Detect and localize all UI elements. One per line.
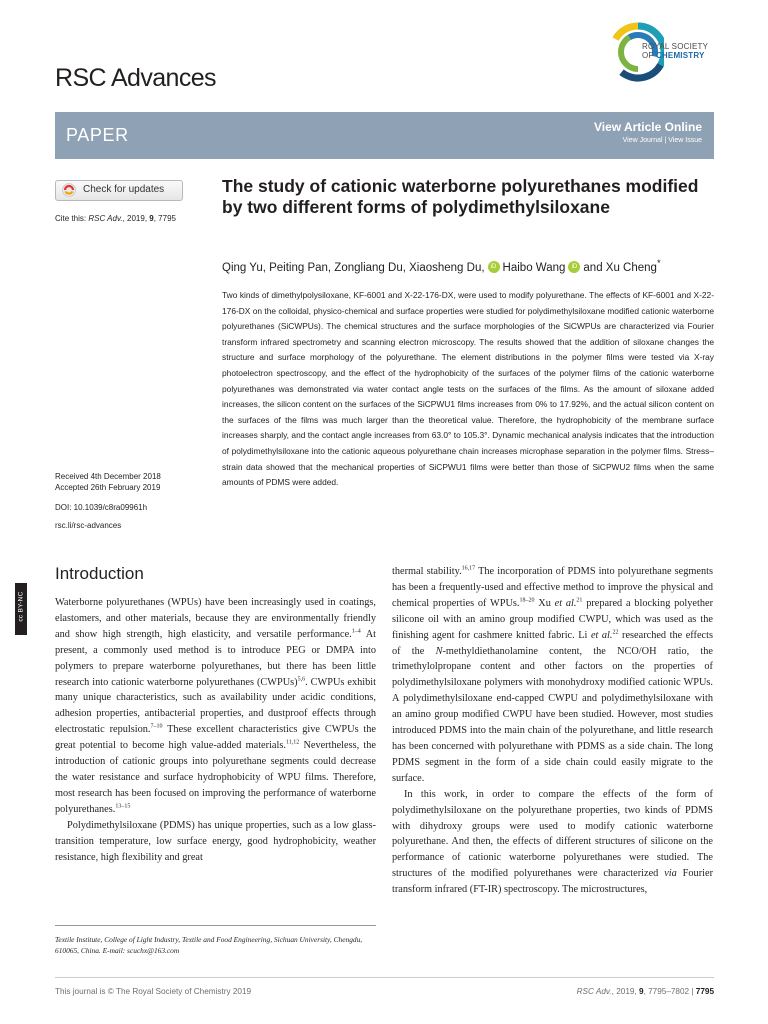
orcid-icon[interactable]: iD: [568, 261, 580, 273]
cite-page: , 7795: [153, 214, 176, 223]
view-article-online-link[interactable]: View Article Online: [593, 120, 702, 134]
accepted-date: Accepted 26th February 2019: [55, 482, 161, 492]
body-column-left: [55, 595, 376, 865]
footer-citation: [577, 987, 714, 996]
rsc-logo: [604, 18, 716, 86]
paragraph: Polydimethylsiloxane (PDMS) has unique properties, such as a low glass-transition temperature, low surface energy, good hydrophobicity, weather resistance, high flexibility and great: [55, 819, 376, 863]
cite-prefix: Cite this:: [55, 214, 89, 223]
authors-part-3: and Xu Cheng: [583, 261, 657, 274]
affiliation-footnote: Textile Institute, College of Light Industry, Textile and Food Engineering, Sichuan University, Chengdu, 610065, China. E-mail: scuchx@163.com: [55, 935, 363, 955]
footer-pages: , 7795–7802: [643, 987, 690, 996]
doi[interactable]: DOI: 10.1039/c8ra09961h: [55, 503, 148, 512]
footnote-divider: [55, 925, 376, 926]
logo-line-2: OF: [642, 51, 654, 60]
journal-link[interactable]: rsc.li/rsc-advances: [55, 520, 122, 530]
check-for-updates-button[interactable]: [55, 180, 183, 201]
cite-this: [55, 214, 176, 223]
cc-by-nc-badge[interactable]: [15, 583, 27, 635]
view-journal-link[interactable]: View Journal: [622, 137, 663, 144]
body-column-right: [392, 564, 713, 898]
logo-line-1: ROYAL SOCIETY: [642, 42, 709, 51]
authors: [222, 258, 661, 275]
citation-ref[interactable]: 13–15: [115, 803, 131, 810]
citation-ref[interactable]: 11,12: [285, 739, 300, 746]
paragraph: thermal stability.$^{16,17}$ The incorporation of PDMS into polyurethane segments has been a frequently-used and effective method to improve the physical and chemical properties of WPUs.$^{18-20}$ Xu et al.$^{21}$ prepared a blocking polyether silicone oil with an amino group modified CWPU, which was used as the finishing agent for cashmere knitted fabric. Li et al.$^{22}$ researched the effects of the N-methyldiethanolamine content, the NCO/OH ratio, the trimethylolpropane content and other factors on the properties of polydimethylsiloxane polymers with monohydroxy modified cationic WPUs. A polydimethylsiloxane end-capped CWPU and polydimethylsiloxane with an amino group modified CWPU have been studied. However, most studies introduced PDMS into the main chain of the polyurethane, and little research has been concerned with polyurethane with PDMS as a side chain. The long PDMS segment in the form of a side chain could easily migrate to the surface.: [392, 565, 713, 784]
footer-divider: [55, 977, 714, 978]
citation-ref[interactable]: 22: [612, 629, 619, 636]
cite-volume: 9: [149, 214, 154, 223]
footer-separator: |: [689, 987, 696, 996]
citation-ref[interactable]: 18–20: [519, 597, 535, 604]
section-heading-introduction: Introduction: [55, 564, 144, 583]
cite-journal: RSC Adv.: [88, 214, 123, 223]
article-title: The study of cationic waterborne polyurethanes modified by two different forms of polydimethylsiloxane: [222, 176, 699, 217]
citation-ref[interactable]: 1–4: [351, 628, 361, 635]
corresponding-mark: *: [656, 258, 661, 269]
paragraph: In this work, in order to compare the effects of the form of polydimethylsiloxane on the polyurethane properties, two kinds of PDMS with dihydroxy groups were used to modify cationic waterborne polyurethane. And then, the effects of different structures of silicone on the performance of cationic waterborne polyurethanes were studied. The structures of the modified polyurethanes were characterized via Fourier transform infrared (FT-IR) spectroscopy. The microstructures,: [392, 788, 713, 896]
orcid-icon[interactable]: iD: [488, 261, 500, 273]
authors-part-2: Haibo Wang: [502, 261, 566, 274]
citation-ref[interactable]: 21: [576, 597, 583, 604]
cc-license-label: cc BY-NC: [17, 591, 25, 622]
check-updates-label: Check for updates: [83, 184, 165, 195]
journal-title: RSC Advances: [55, 64, 216, 92]
article-history: [55, 472, 161, 531]
citation-ref[interactable]: 16,17: [461, 565, 476, 572]
citation-ref[interactable]: 7–10: [150, 723, 163, 730]
citation-ref[interactable]: 5,6: [297, 676, 306, 683]
paragraph: Waterborne polyurethanes (WPUs) have been increasingly used in coatings, elastomers, and other materials, because they are environmentally friendly and show high strength, high elasticity, and versatile performance.$^{1-4}$ At present, a commonly used method is to introduce PEG or DMPA into polymers to prepare waterborne polyurethanes, but there has been little research into cationic waterborne polyurethanes (CWPUs)$^{5,6}$. CWPUs exhibit many unique characteristics, such as availability under acidic conditions, adhesion properties, antibacterial properties, and dustproof effects through electrostatic repulsion.$^{7-10}$ These excellent characteristics give CWPUs the great potential to become high value-added materials.$^{11,12}$ Nevertheless, the introduction of cationic groups into polyurethane segments could decrease the water resistance and surface hydrophobicity of WPU films. Therefore, most research has been focused on improving the performance of waterborne polyurethanes.$^{13-15}$: [55, 597, 377, 815]
abstract: Two kinds of dimethylpolysiloxane, KF-6001 and X-22-176-DX, were used to modify polyurethane. The effects of KF-6001 and X-22-176-DX on the colloidal, physico-chemical and surface properties were studied for polydimethylsiloxane modified cationic waterborne polyurethanes (SiCWPUs). The chemical structures and the surface morphologies of the SiCWPUs are characterized via Fourier transform infrared spectrometry and scanning electron microscopy. The results showed that the addition of siloxane changes the structure and surface morphology of the polyurethane. The element distributions in the polymer films were tested via X-ray photoelectron spectroscopy, and the effect of the hydrophobicity of the surfaces of the polymer films of the cationic waterborne polyurethanes was demonstrated via water contact angle tests on the surfaces of the films. As the amount of siloxane added increases, the silicon content on the surfaces of the SiCPWU1 films increases from 0% to 17.92%, and the actual silicon content on the surfaces of the films was much larger than the theoretical value. Therefore, the hydrophobicity of the membrane surface increases sharply, and the contact angle increases from 63.0° to 105.3°. Dynamic mechanical analysis indicates that the introduction of polydimethylsiloxane into the cationic aqueous polyurethane chain increases microphase separation in the polymer films. Stress–strain data showed that the mechanical properties of SiCPWU1 films were better than those of SiCPWU2 films when the same amounts of PDMS were added.: [222, 290, 714, 488]
authors-part-1: Qing Yu, Peiting Pan, Zongliang Du, Xiaosheng Du,: [222, 261, 485, 274]
page-number: 7795: [695, 987, 714, 996]
view-links: View Journal | View Issue: [622, 137, 702, 144]
logo-line-3: CHEMISTRY: [655, 51, 705, 60]
check-updates-icon: [62, 183, 76, 197]
cite-year: , 2019,: [122, 214, 150, 223]
footer-year: , 2019,: [611, 987, 639, 996]
paper-type-label: PAPER: [66, 125, 129, 145]
view-issue-link[interactable]: View Issue: [668, 137, 702, 144]
footer-volume: 9: [639, 987, 644, 996]
received-date: Received 4th December 2018: [55, 472, 161, 481]
footer-journal: RSC Adv.: [576, 987, 612, 996]
footer-copyright: This journal is © The Royal Society of Chemistry 2019: [55, 987, 252, 996]
